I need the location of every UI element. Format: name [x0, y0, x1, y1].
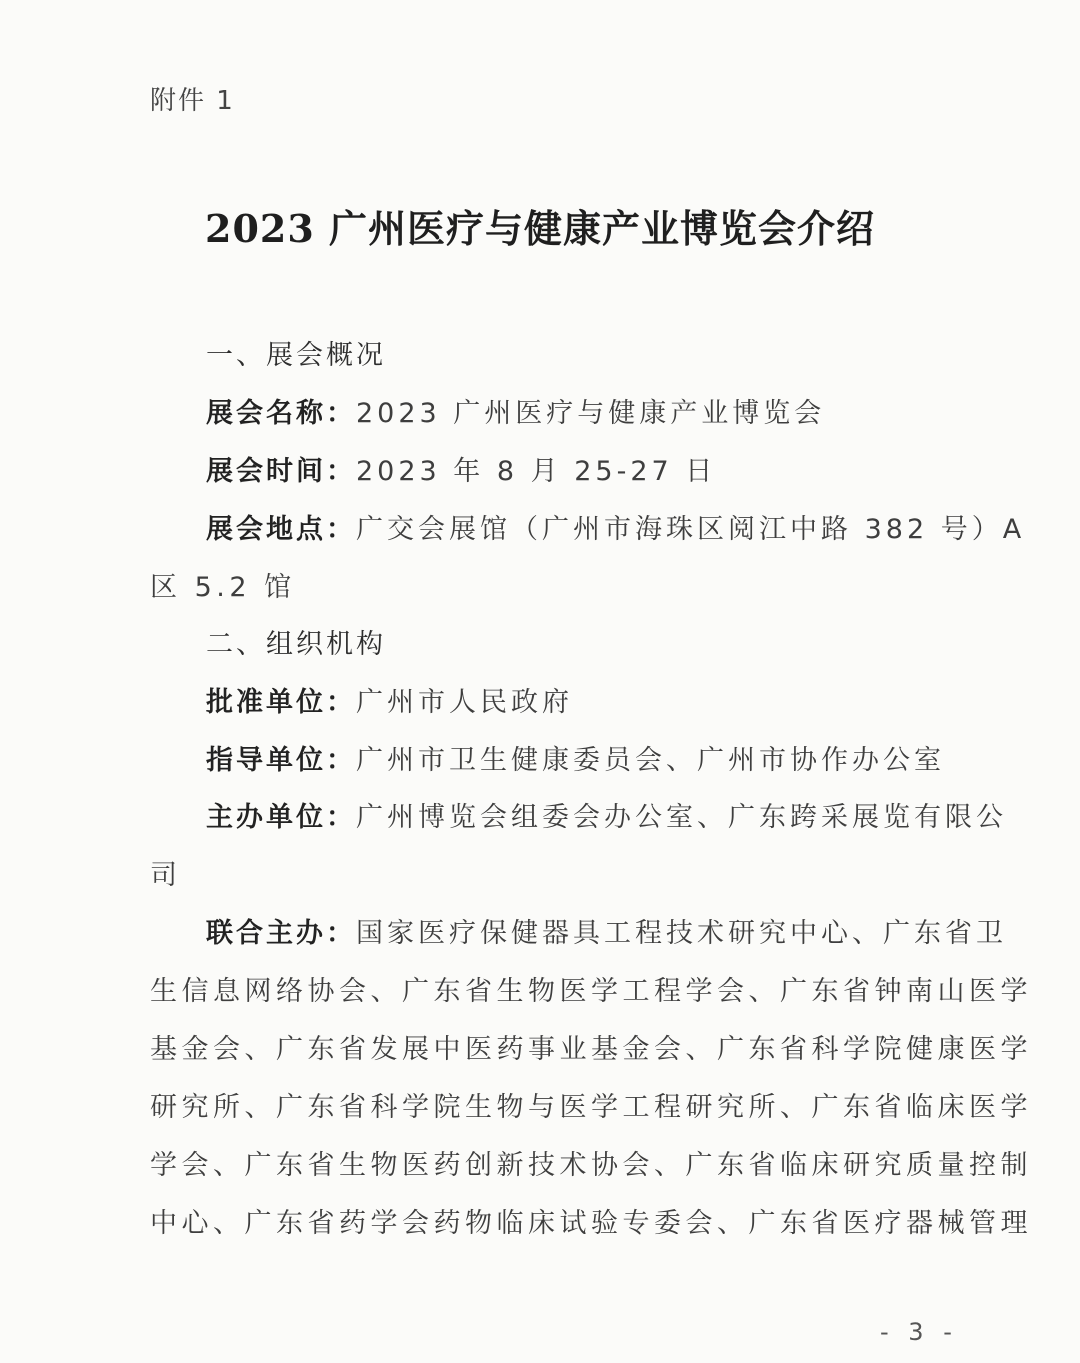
- section1-heading: 一、展会概况: [206, 340, 386, 371]
- cohost-continuation-line: 中心、广东省药学会药物临床试验专委会、广东省医疗器械管理: [150, 1208, 1032, 1239]
- guidance-unit-row: [206, 741, 966, 781]
- exhibition-time-row: [206, 452, 966, 492]
- cohost-continuation-line: 基金会、广东省发展中医药事业基金会、广东省科学院健康医学: [150, 1034, 1032, 1065]
- cohost-label: 联合主办：: [206, 918, 356, 949]
- cohost-value-line: 国家医疗保健器具工程技术研究中心、广东省卫: [356, 918, 1007, 949]
- exhibition-name-value: 2023 广州医疗与健康产业博览会: [356, 398, 826, 429]
- page-number: - 3 -: [880, 1318, 958, 1346]
- exhibition-name-label: 展会名称：: [206, 398, 356, 429]
- approval-unit-row: [206, 683, 966, 723]
- attachment-label: 附件 1: [150, 86, 235, 116]
- host-unit-row: [206, 798, 1007, 838]
- exhibition-venue-row: [206, 510, 1026, 550]
- host-unit-value: 广州博览会组委会办公室、广东跨采展览有限公: [356, 802, 1007, 833]
- exhibition-venue-continuation: 区 5.2 馆: [150, 572, 296, 603]
- exhibition-name-row: [206, 394, 966, 434]
- approval-unit-label: 批准单位：: [206, 687, 356, 718]
- cohost-continuation-line: 生信息网络协会、广东省生物医学工程学会、广东省钟南山医学: [150, 976, 1032, 1007]
- host-unit-label: 主办单位：: [206, 802, 356, 833]
- exhibition-venue-label: 展会地点：: [206, 514, 356, 545]
- cohost-continuation-line: 研究所、广东省科学院生物与医学工程研究所、广东省临床医学: [150, 1092, 1032, 1123]
- approval-unit-value: 广州市人民政府: [356, 687, 573, 718]
- exhibition-time-label: 展会时间：: [206, 456, 356, 487]
- exhibition-venue-value: 广交会展馆（广州市海珠区阅江中路 382 号）A: [356, 514, 1026, 545]
- guidance-unit-label: 指导单位：: [206, 745, 356, 776]
- cohost-row: [206, 914, 1007, 954]
- document-title: 2023 广州医疗与健康产业博览会介绍: [205, 206, 875, 251]
- section2-heading: 二、组织机构: [206, 629, 386, 660]
- host-unit-continuation: 司: [150, 860, 182, 891]
- exhibition-time-value: 2023 年 8 月 25-27 日: [356, 456, 717, 487]
- cohost-continuation-line: 学会、广东省生物医药创新技术协会、广东省临床研究质量控制: [150, 1150, 1032, 1181]
- guidance-unit-value: 广州市卫生健康委员会、广州市协作办公室: [356, 745, 945, 776]
